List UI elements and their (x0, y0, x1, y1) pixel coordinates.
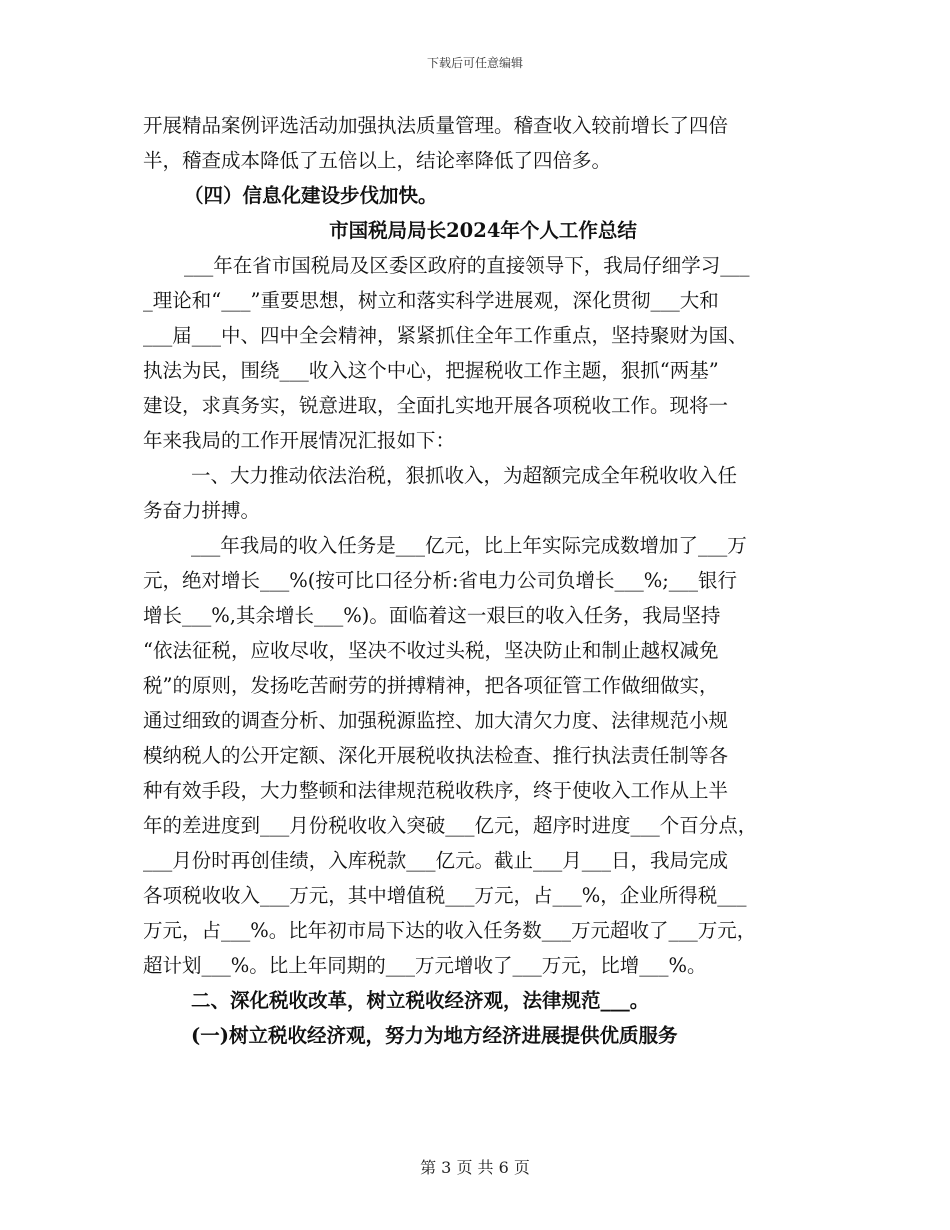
body-line: 务奋力拼搏。 (143, 499, 261, 522)
body-line: 各项税收收入___万元，其中增值税___万元，占___%，企业所得税___ (143, 884, 747, 907)
body-line: 开展精品案例评选活动加强执法质量管理。稽查收入较前增长了四倍 (143, 114, 729, 137)
body-line: 元，绝对增长___%(按可比口径分析:省电力公司负增长___%;___银行 (143, 569, 738, 592)
body-line: 增长___%,其余增长___%)。面临着这一艰巨的收入任务，我局坚持 (143, 604, 721, 627)
body-line: 年的差进度到___月份税收收入突破___亿元，超序时进度___个百分点， (143, 814, 758, 837)
body-line: 执法为民，围绕___收入这个中心，把握税收工作主题，狠抓“两基” (143, 359, 719, 382)
body-line: 一、大力推动依法治税，狠抓收入，为超额完成全年税收收入任 (191, 464, 738, 487)
body-line: 半，稽查成本降低了五倍以上，结论率降低了四倍多。 (143, 149, 612, 172)
body-line: 超计划___%。比上年同期的___万元增收了___万元，比增___%。 (143, 954, 707, 977)
body-line: ___届___中、四中全会精神，紧紧抓住全年工作重点，坚持聚财为国、 (143, 324, 748, 347)
document-body (143, 108, 823, 1053)
body-line: ___年我局的收入任务是___亿元，比上年实际完成数增加了___万 (191, 534, 747, 557)
document-title: 市国税局局长2024年个人工作总结 (329, 219, 637, 242)
body-line: 模纳税人的公开定额、深化开展税收执法检查、推行执法责任制等各 (143, 744, 729, 767)
body-line: ___月份时再创佳绩，入库税款___亿元。截止___月___日，我局完成 (143, 849, 729, 872)
section-heading: 二、深化税收改革，树立税收经济观，法律规范___。 (191, 989, 650, 1012)
body-line: 税”的原则，发扬吃苦耐劳的拼搏精神，把各项征管工作做细做实， (143, 674, 719, 697)
section-heading: （四）信息化建设步伐加快。 (184, 184, 438, 207)
body-line: _理论和“___”重要思想，树立和落实科学进展观，深化贯彻___大和 (143, 289, 719, 312)
body-line: 种有效手段，大力整顿和法律规范税收秩序，终于使收入工作从上半 (143, 779, 729, 802)
body-line: ___年在省市国税局及区委区政府的直接领导下，我局仔细学习___ (184, 254, 750, 277)
body-line: “依法征税，应收尽收，坚决不收过头税，坚决防止和制止越权减免 (143, 639, 719, 662)
body-line: 万元，占___%。比年初市局下达的收入任务数___万元超收了___万元， (143, 919, 757, 942)
body-line: 建设，求真务实，锐意进取，全面扎实地开展各项税收工作。现将一 (143, 394, 729, 417)
body-line: 通过细致的调查分析、加强税源监控、加大清欠力度、法律规范小规 (143, 709, 729, 732)
page-header-note: 下载后可任意编辑 (426, 56, 523, 70)
page-number: 第 3 页 共 6 页 (420, 1158, 530, 1177)
body-line: 年来我局的工作开展情况汇报如下： (143, 429, 456, 452)
subsection-heading: (一)树立税收经济观，努力为地方经济进展提供优质服务 (191, 1024, 678, 1047)
